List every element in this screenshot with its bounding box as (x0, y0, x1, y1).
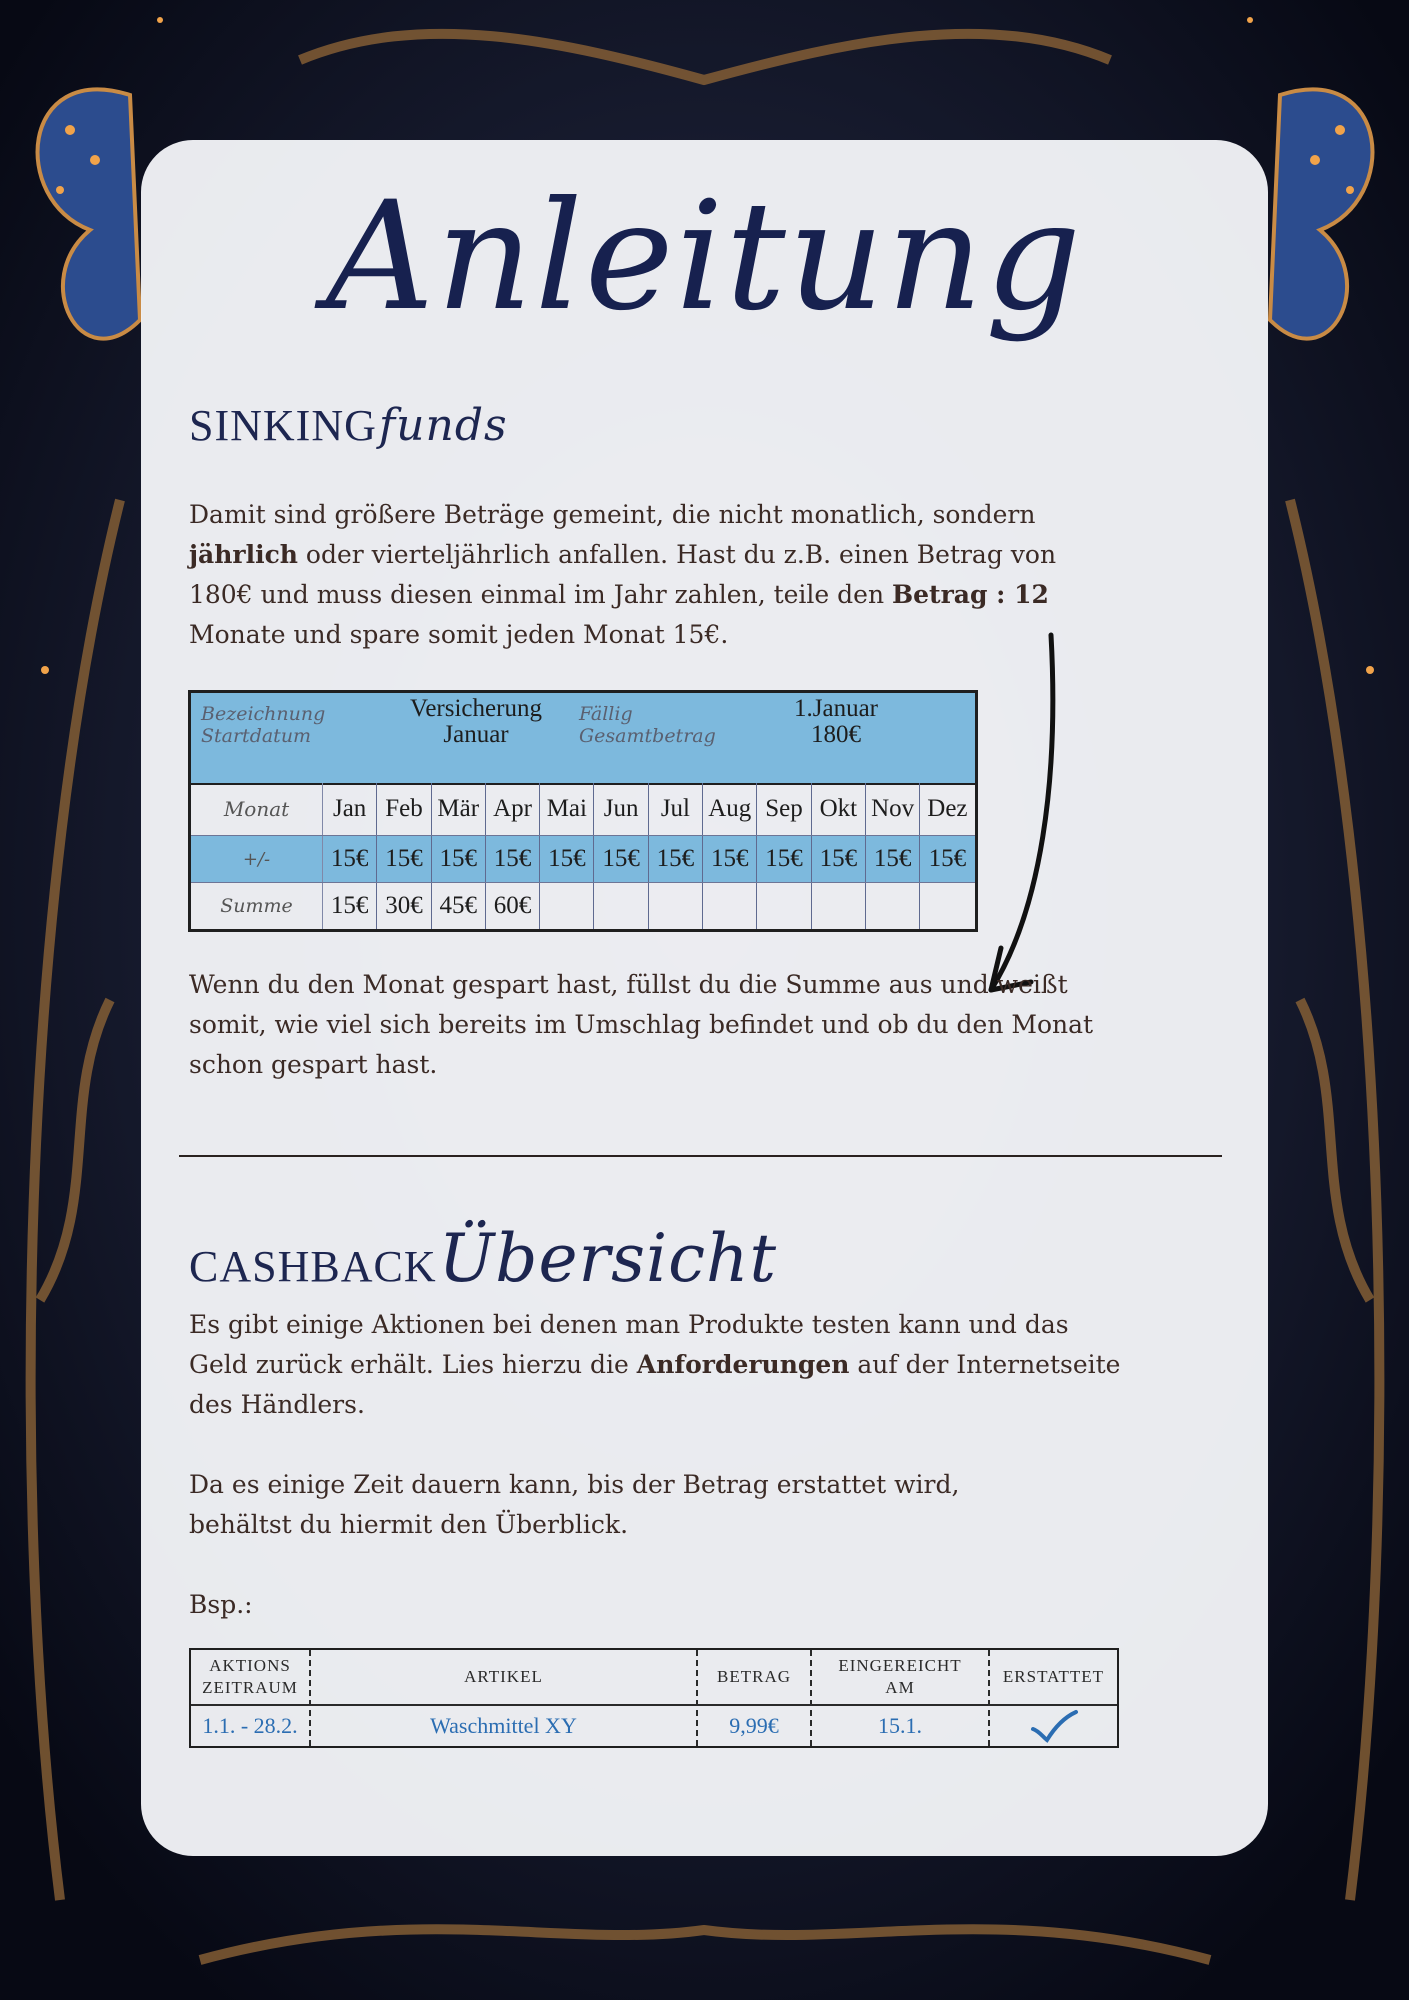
label-faellig: Fällig (579, 703, 633, 725)
cashback-line-2 (189, 1345, 1239, 1385)
plusminus-cell-11: 15€ (928, 845, 967, 872)
cashback-line-5: behältst du hiermit den Überblick. (189, 1510, 629, 1539)
cell-erstattet (990, 1706, 1117, 1746)
intro-line-3 (189, 575, 1239, 615)
month-cell-3: Apr (486, 783, 540, 835)
label-bezeichnung: Bezeichnung (201, 703, 326, 725)
month-cell-6: Jul (649, 783, 703, 835)
sinking-outro (189, 965, 1239, 1085)
intro-bold-betrag: Betrag : 12 (892, 580, 1049, 609)
outro-line-1: Wenn du den Monat gespart hast, füllst du die Summe aus und weißt (189, 970, 1068, 999)
label-gesamtbetrag: Gesamtbetrag (579, 725, 716, 747)
intro-line-4: Monate und spare somit jeden Monat 15€. (189, 620, 729, 649)
header-aktions: AKTIONS (209, 1656, 291, 1675)
cashback-line-2-end: auf der Internetseite (849, 1350, 1121, 1379)
sinking-funds-title (189, 400, 508, 451)
cell-betrag: 9,99€ (729, 1713, 779, 1738)
row-label-plusminus: +/- (191, 836, 323, 882)
outro-line-3: schon gespart hast. (189, 1050, 438, 1079)
month-cell-0: Jan (323, 783, 377, 835)
month-cell-9: Okt (812, 783, 866, 835)
intro-line-1: Damit sind größere Beträge gemeint, die nicht monatlich, sondern (189, 500, 1036, 529)
value-bezeichnung: Versicherung (410, 695, 542, 722)
cashback-paragraph-2 (189, 1465, 1239, 1545)
intro-line-2 (189, 535, 1239, 575)
example-label: Bsp.: (189, 1590, 253, 1619)
month-cell-4: Mai (540, 783, 594, 835)
header-aktionszeitraum (191, 1650, 309, 1704)
sinking-title-caps: SINKING (189, 401, 377, 450)
summe-cell-2: 45€ (432, 883, 486, 929)
plusminus-cell-7: 15€ (703, 836, 757, 882)
cell-eingereicht: 15.1. (878, 1713, 922, 1738)
cashback-bold-anforderungen: Anforderungen (636, 1350, 850, 1379)
plusminus-cell-3: 15€ (486, 836, 540, 882)
month-cell-10: Nov (866, 783, 920, 835)
summe-cell-4 (540, 883, 594, 929)
plusminus-cell-6: 15€ (649, 836, 703, 882)
row-label-summe: Summe (191, 883, 323, 929)
value-faellig: 1.Januar (794, 695, 878, 722)
cashback-title (189, 1220, 777, 1297)
summe-cell-0: 15€ (323, 883, 377, 929)
header-eingereicht-1: EINGEREICHT (838, 1656, 962, 1675)
plusminus-cell-2: 15€ (432, 836, 486, 882)
intro-line-3-text: 180€ und muss diesen einmal im Jahr zahlen, teile den (189, 580, 893, 609)
cell-artikel: Waschmittel XY (430, 1713, 577, 1738)
summe-cell-5 (594, 883, 648, 929)
header-eingereicht-2: AM (885, 1678, 915, 1697)
month-cell-7: Aug (703, 783, 757, 835)
cashback-table (189, 1648, 1119, 1748)
plusminus-cell-9: 15€ (812, 836, 866, 882)
checkmark-icon (1029, 1709, 1079, 1743)
intro-line-2-text: oder vierteljährlich anfallen. Hast du z.B. einen Betrag von (297, 540, 1057, 569)
summe-cell-9 (812, 883, 866, 929)
month-row (191, 783, 975, 835)
plusminus-cell-5: 15€ (594, 836, 648, 882)
summe-cell-3: 60€ (486, 883, 540, 929)
value-startdatum: Januar (443, 721, 509, 748)
outro-line-2: somit, wie viel sich bereits im Umschlag befindet und ob du den Monat (189, 1010, 1094, 1039)
value-gesamtbetrag: 180€ (811, 721, 861, 748)
header-zeitraum: ZEITRAUM (202, 1678, 298, 1697)
row-label-monat: Monat (191, 783, 323, 835)
cashback-line-3: des Händlers. (189, 1390, 365, 1419)
plusminus-cell-4: 15€ (540, 836, 594, 882)
instruction-card (141, 140, 1268, 1856)
plusminus-cell-10: 15€ (866, 836, 920, 882)
summe-cell-1: 30€ (377, 883, 431, 929)
month-cell-8: Sep (757, 783, 811, 835)
summe-cell-10 (866, 883, 920, 929)
plusminus-row (191, 836, 975, 882)
summe-cell-8 (757, 883, 811, 929)
sinking-month-grid (191, 783, 975, 929)
header-eingereicht (812, 1650, 988, 1704)
section-divider (179, 1155, 1222, 1157)
header-erstattet: ERSTATTET (1002, 1667, 1105, 1686)
plusminus-cell-1: 15€ (377, 836, 431, 882)
month-cell-2: Mär (432, 783, 486, 835)
page-title: Anleitung (325, 170, 1084, 344)
plusminus-cell-0: 15€ (323, 836, 377, 882)
cashback-title-script: Übersicht (438, 1220, 778, 1297)
header-artikel: ARTIKEL (464, 1667, 543, 1686)
summe-cell-11 (920, 883, 974, 929)
month-cell-5: Jun (594, 783, 648, 835)
month-cell-11: Dez (927, 795, 968, 822)
month-cell-1: Feb (377, 783, 431, 835)
sinking-funds-table (188, 690, 978, 932)
intro-bold-jaehrlich: jährlich (189, 540, 298, 569)
label-startdatum: Startdatum (201, 725, 312, 747)
cashback-paragraph-1 (189, 1305, 1239, 1425)
sinking-title-script: funds (378, 400, 508, 451)
header-betrag: BETRAG (717, 1667, 791, 1686)
arrow-icon (981, 630, 1101, 1010)
cashback-line-4: Da es einige Zeit dauern kann, bis der Betrag erstattet wird, (189, 1470, 960, 1499)
cashback-line-2-text: Geld zurück erhält. Lies hierzu die (189, 1350, 637, 1379)
plusminus-cell-8: 15€ (757, 836, 811, 882)
summe-cell-7 (703, 883, 757, 929)
cashback-line-1: Es gibt einige Aktionen bei denen man Produkte testen kann und das (189, 1310, 1069, 1339)
cashback-title-caps: CASHBACK (189, 1242, 437, 1291)
sinking-table-header (191, 693, 975, 785)
summe-cell-6 (649, 883, 703, 929)
cell-zeitraum: 1.1. - 28.2. (202, 1713, 298, 1738)
summe-row (191, 883, 975, 929)
